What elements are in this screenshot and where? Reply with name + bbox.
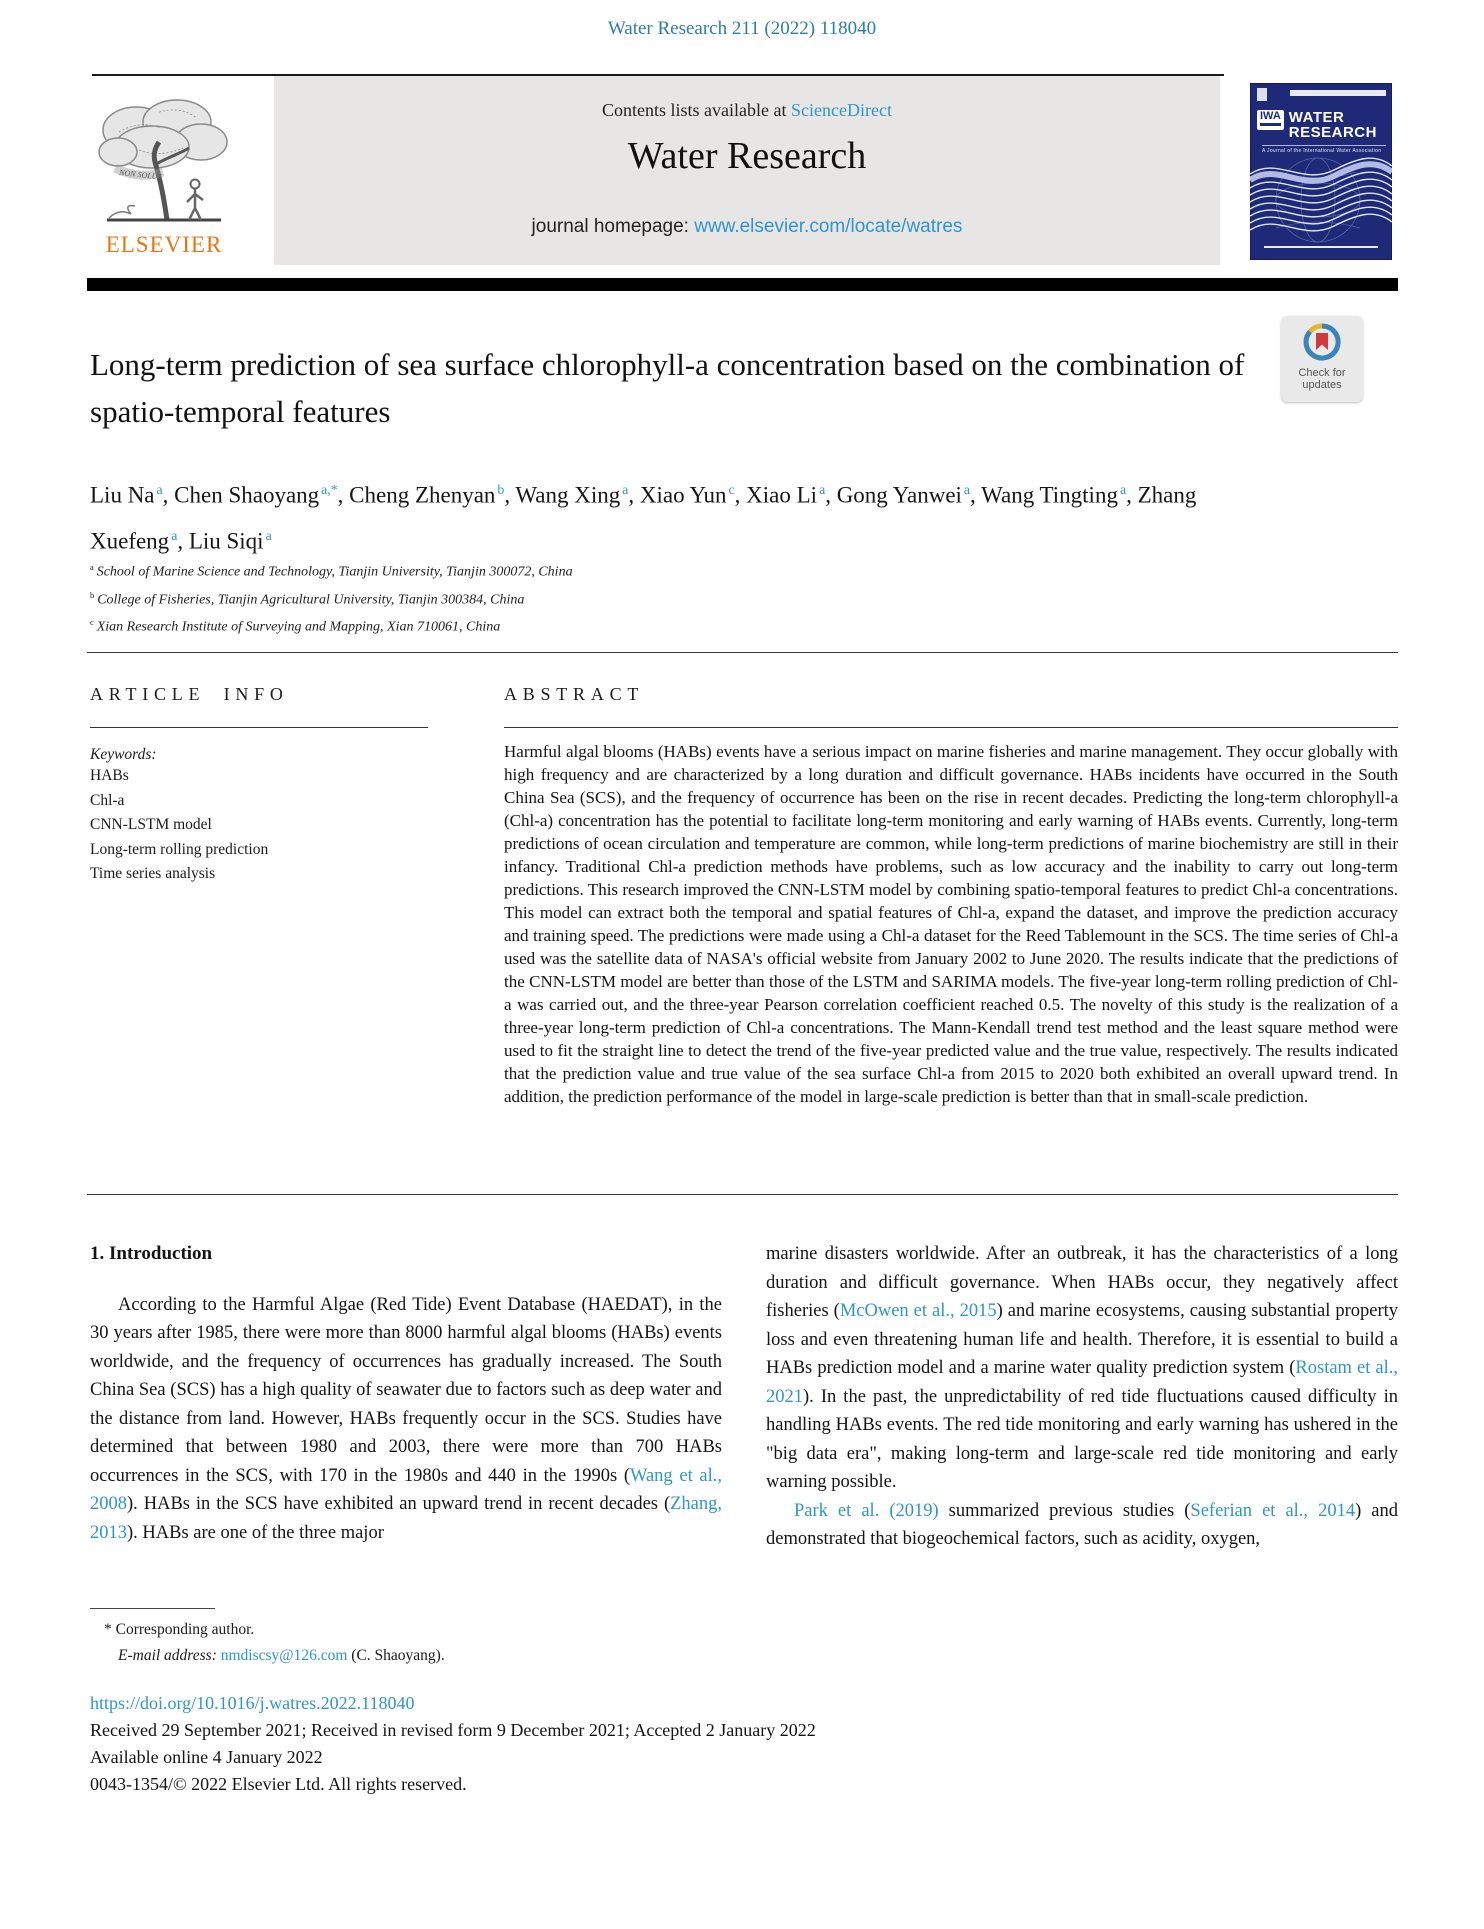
text-segment: ) and marine ecosystems, causing substantial property loss and even threatening human life and health. Therefore, it is essential to build a HABs prediction model and a marine water quality prediction system ( xyxy=(766,1301,1398,1378)
elsevier-tree-icon xyxy=(88,92,240,230)
keyword-item: Time series analysis xyxy=(90,865,216,882)
citation-link[interactable]: Zhang, 2013 xyxy=(90,1494,722,1543)
citation-link[interactable]: nmdiscsy@126.com xyxy=(220,1647,348,1664)
text-segment: , Wang Tingting xyxy=(970,482,1118,508)
text-segment: a xyxy=(171,527,178,543)
copyright-line: 0043-1354/© 2022 Elsevier Ltd. All rights reserved. xyxy=(90,1774,467,1794)
text-segment: , Wang Xing xyxy=(504,482,621,508)
text-segment: c xyxy=(728,482,735,497)
cover-issn-bar xyxy=(1290,90,1386,96)
text-segment: ). In the past, the unpredictability of red tide fluctuations caused difficulty in handling HABs events. The red tide monitoring and early warning has ushered in the "big data era", making long-term and large-scale red tide monitoring and early warning possible. xyxy=(766,1386,1398,1492)
intro-paragraph-2 xyxy=(766,1497,1398,1554)
article-info-rule xyxy=(90,727,428,728)
cover-elsevier-mark xyxy=(1257,88,1267,101)
keyword-item: Long-term rolling prediction xyxy=(90,840,269,858)
contents-line xyxy=(274,100,1220,121)
affiliation-a: $^a$ School of Marine Science and Technology, Tianjin University, Tianjin 300072, China xyxy=(90,563,573,580)
received-line: Received 29 September 2021; Received in revised form 9 December 2021; Accepted 2 January 2022 xyxy=(90,1720,816,1740)
section-rule-top xyxy=(87,652,1398,653)
journal-citation: Water Research 211 (2022) 118040 xyxy=(607,18,877,39)
citation-link[interactable]: Wang et al., 2008 xyxy=(90,1465,722,1514)
text-segment: a xyxy=(1119,482,1127,497)
text-segment: a xyxy=(819,482,826,497)
affiliations-block xyxy=(90,556,573,639)
elsevier-wordmark: ELSEVIER xyxy=(105,232,223,257)
citation-link[interactable]: McOwen et al., 2015 xyxy=(839,1301,997,1321)
divider-bar xyxy=(87,278,1398,291)
citation-link[interactable]: Rostam et al., 2021 xyxy=(766,1358,1399,1407)
journal-cover-thumbnail xyxy=(1250,83,1392,260)
text-segment: a xyxy=(963,482,971,497)
doi-link[interactable]: https://doi.org/10.1016/j.watres.2022.118040 xyxy=(90,1693,415,1713)
cover-subtitle: A Journal of the International Water Association xyxy=(1262,145,1386,154)
keywords-label: Keywords: xyxy=(90,746,157,763)
text-segment: (C. Shaoyang). xyxy=(347,1647,445,1664)
text-segment: , Gong Yanwei xyxy=(825,482,962,508)
affiliation-b: $^b$ College of Fisheries, Tianjin Agricultural University, Tianjin 300384, China xyxy=(90,590,525,608)
authors-line xyxy=(90,470,1230,561)
citation-link[interactable]: Seferian et al., 2014 xyxy=(1190,1500,1356,1521)
introduction-heading: 1. Introduction xyxy=(90,1243,213,1264)
article-info-heading: ARTICLE INFO xyxy=(90,684,289,704)
citation-link[interactable]: Park et al. (2019) xyxy=(794,1500,939,1521)
intro-right-column xyxy=(766,1240,1398,1554)
text-segment: a,* xyxy=(321,482,338,497)
text-segment: Liu Na xyxy=(90,482,155,508)
text-segment: , Zhang Xuefeng xyxy=(90,482,1197,554)
homepage-link[interactable]: www.elsevier.com/locate/watres xyxy=(694,216,963,237)
email-line xyxy=(90,1643,722,1669)
header-box xyxy=(274,76,1220,265)
iwa-logo: IWA xyxy=(1257,110,1284,130)
corresponding-author-note: * Corresponding author. xyxy=(104,1621,255,1638)
cover-title: WATER RESEARCH xyxy=(1288,109,1377,141)
text-segment: marine disasters worldwide. After an outbreak, it has the characteristics of a long duration and difficult governance. When HABs occur, they negatively affect fisheries ( xyxy=(766,1244,1398,1321)
text-segment: , Liu Siqi xyxy=(177,528,264,554)
check-updates-icon xyxy=(1302,322,1342,362)
text-segment: ). HABs are one of the three major xyxy=(127,1522,384,1543)
text-segment: , Chen Shaoyang xyxy=(162,482,320,508)
abstract-heading: ABSTRACT xyxy=(504,684,645,704)
footnote-block xyxy=(90,1608,722,1669)
text-segment: a xyxy=(622,482,629,497)
text-segment: According to the Harmful Algae (Red Tide) Event Database (HAEDAT), in the 30 years after 1985, there were more than 8000 harmful algal blooms (HABs) events worldwide, and the frequency of occurrences has gradually increased. The South China Sea (SCS) has a high quality of seawater due to factors such as deep water and the distance from land. However, HABs frequently occur in the SCS. Studies have determined that between 1980 and 2003, there were more than 700 HABs occurrences in the SCS, with 170 in the 1980s and 440 in the 1990s ( xyxy=(90,1294,722,1486)
intro-paragraph-right xyxy=(766,1240,1398,1497)
elsevier-logo xyxy=(88,92,240,258)
intro-left-column xyxy=(90,1240,722,1554)
journal-title: Water Research xyxy=(627,135,867,177)
section-rule-bottom xyxy=(87,1194,1398,1195)
footer-block xyxy=(90,1690,1398,1798)
keyword-item: HABs xyxy=(90,767,129,784)
intro-paragraph-left xyxy=(90,1291,722,1548)
affiliation-c: $^c$ Xian Research Institute of Surveying and Mapping, Xian 710061, China xyxy=(90,618,501,635)
text-segment: , Xiao Li xyxy=(734,482,818,508)
text-segment: a xyxy=(156,482,163,497)
abstract-rule xyxy=(504,727,1398,728)
available-line: Available online 4 January 2022 xyxy=(90,1747,323,1767)
sciencedirect-link[interactable]: ScienceDirect xyxy=(791,100,892,120)
keyword-item: Chl-a xyxy=(90,791,125,809)
homepage-prefix: journal homepage: xyxy=(531,216,695,237)
text-segment: E-mail address: xyxy=(118,1647,221,1664)
check-updates-label: Check for updates xyxy=(1298,367,1346,391)
keyword-item: CNN-LSTM model xyxy=(90,816,212,833)
check-updates-badge[interactable] xyxy=(1281,316,1363,402)
article-info-column xyxy=(90,684,428,1108)
text-segment: , Cheng Zhenyan xyxy=(337,482,496,508)
homepage-line xyxy=(274,216,1220,238)
text-segment: , Xiao Yun xyxy=(628,482,727,508)
cover-waves-graphic xyxy=(1250,150,1392,250)
text-segment: ) and demonstrated that biogeochemical factors, such as acidity, oxygen, xyxy=(766,1500,1398,1549)
text-segment: summarized previous studies ( xyxy=(938,1500,1191,1521)
text-segment: a xyxy=(265,527,272,543)
abstract-text: Harmful algal blooms (HABs) events have a serious impact on marine fisheries and marine management. They occur globally with high frequency and are characterized by a long duration and difficult governance. HABs incidents have occurred in the South China Sea (SCS), and the frequency of occurrence has been on the rise in recent decades. Predicting the long-term chlorophyll-a (Chl-a) concentration has the potential to facilitate long-term monitoring and early warning of HABs events. Currently, long-term predictions of ocean circulation and temperature are common, while long-term predictions of marine biochemistry are still in their infancy. Traditional Chl-a prediction methods have problems, such as low accuracy and the inability to carry out long-term predictions. This research improved the CNN-LSTM model by combining spatio-temporal features to predict Chl-a concentrations. This model can extract both the temporal and spatial features of Chl-a, expand the dataset, and improve the prediction accuracy and training speed. The predictions were made using a Chl-a dataset for the Reed Tablemount in the SCS. The time series of Chl-a used was the satellite data of NASA's official website from January 2002 to June 2020. The results indicate that the predictions of the CNN-LSTM model are better than those of the LSTM and SARIMA models. The five-year long-term rolling prediction of Chl-a was carried out, and the three-year Pearson correlation coefficient reached 0.5. The novelty of this study is the realization of a three-year long-term prediction of Chl-a concentrations. The Mann-Kendall trend test method and the least square method were used to fit the straight line to detect the trend of the five-year predicted value and the true value, respectively. The results indicated that the prediction value and true value of the sea surface Chl-a from 2015 to 2020 both exhibited an overall upward trend. In addition, the prediction performance of the model in large-scale prediction is better than that in small-scale prediction. xyxy=(504,742,1398,1106)
contents-prefix: Contents lists available at xyxy=(602,100,791,120)
abstract-column xyxy=(504,684,1398,1108)
cover-bottom-line xyxy=(1264,246,1378,248)
elsevier-banner-text: NON SOLUS xyxy=(118,168,162,182)
text-segment: ). HABs in the SCS have exhibited an upward trend in recent decades ( xyxy=(127,1494,671,1514)
article-title: Long-term prediction of sea surface chlorophyll-a concentration based on the combination of spatio-temporal features xyxy=(90,347,1245,429)
footnote-rule xyxy=(90,1608,215,1609)
text-segment: b xyxy=(497,482,505,497)
